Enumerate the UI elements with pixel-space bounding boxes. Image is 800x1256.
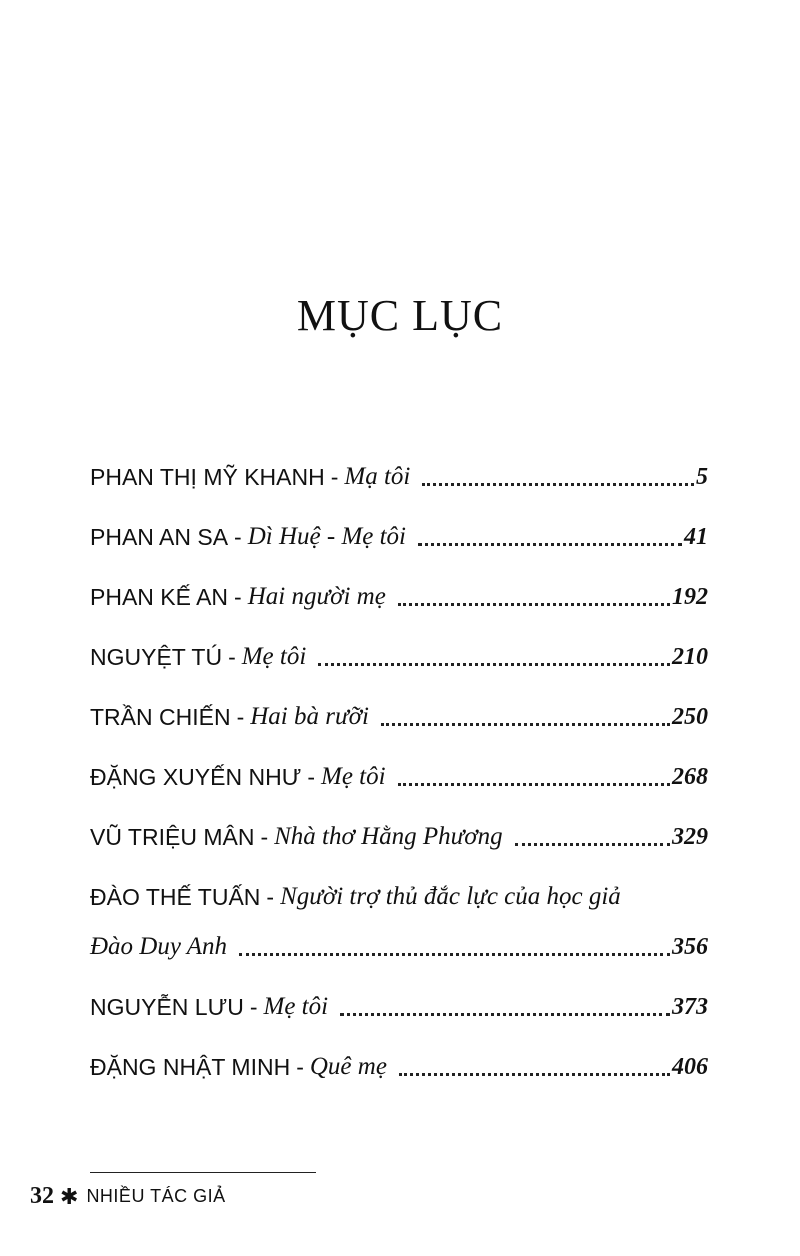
entry-page-number: 250 xyxy=(672,704,708,730)
entry-author: TRẦN CHIẾN xyxy=(90,704,231,730)
entry-page-number: 192 xyxy=(672,584,708,610)
entry-author: PHAN THỊ MỸ KHANH xyxy=(90,464,325,490)
entry-page-number: 373 xyxy=(672,994,708,1020)
dot-leader xyxy=(239,952,670,956)
footer-book-author: NHIỀU TÁC GIẢ xyxy=(86,1186,226,1206)
entry-title: Mẹ tôi xyxy=(241,643,307,670)
entry-title: Dì Huệ - Mẹ tôi xyxy=(247,523,407,550)
entry-title: Mẹ tôi xyxy=(263,993,329,1020)
entry-author: ĐÀO THẾ TUẤN xyxy=(90,884,261,910)
entry-page-number: 356 xyxy=(672,934,708,960)
toc-entry xyxy=(90,452,708,492)
entry-separator: - xyxy=(249,994,258,1020)
toc-entry xyxy=(90,1042,708,1082)
entry-separator: - xyxy=(307,764,316,790)
table-of-contents xyxy=(90,452,708,1102)
entry-title: Mạ tôi xyxy=(344,463,411,490)
entry-separator: - xyxy=(228,644,236,670)
toc-entry xyxy=(90,692,708,732)
entry-separator: - xyxy=(330,464,339,490)
dot-leader xyxy=(398,782,670,786)
dot-leader xyxy=(381,722,670,726)
entry-separator: - xyxy=(266,884,275,910)
entry-author: NGUYỄN LƯU xyxy=(90,994,244,1020)
entry-title: Người trợ thủ đắc lực của học giả xyxy=(280,883,621,910)
entry-separator: - xyxy=(296,1054,304,1080)
entry-author: VŨ TRIỆU MÂN xyxy=(90,824,255,850)
dot-leader xyxy=(515,842,670,846)
dot-leader xyxy=(318,662,670,666)
toc-entry xyxy=(90,632,708,672)
entry-title: Quê mẹ xyxy=(309,1053,387,1080)
entry-author: NGUYỆT TÚ xyxy=(90,644,223,670)
footer-page-number: 32 xyxy=(30,1183,54,1209)
toc-entry xyxy=(90,982,708,1022)
entry-separator: - xyxy=(234,584,242,610)
page-title: MỤC LỤC xyxy=(296,291,504,340)
entry-page-number: 5 xyxy=(696,464,708,490)
toc-entry xyxy=(90,752,708,792)
entry-page-number: 268 xyxy=(672,764,708,790)
toc-entry xyxy=(90,572,708,612)
toc-entry xyxy=(90,872,708,962)
entry-author: PHAN AN SA xyxy=(90,524,229,550)
entry-author: PHAN KẾ AN xyxy=(90,584,229,610)
dot-leader xyxy=(340,1012,670,1016)
entry-title: Nhà thơ Hằng Phương xyxy=(274,823,503,850)
entry-page-number: 41 xyxy=(684,524,708,550)
entry-title: Hai người mẹ xyxy=(247,583,386,610)
entry-page-number: 329 xyxy=(672,824,708,850)
entry-author: ĐẶNG XUYẾN NHƯ xyxy=(90,764,302,790)
dot-leader xyxy=(422,482,694,486)
page-footer xyxy=(30,1183,226,1210)
entry-page-number: 210 xyxy=(672,644,708,670)
entry-title-continued: Đào Duy Anh xyxy=(90,933,228,960)
toc-entry xyxy=(90,812,708,852)
entry-author: ĐẶNG NHẬT MINH xyxy=(90,1054,291,1080)
dot-leader xyxy=(418,542,682,546)
star-icon: ✱ xyxy=(60,1183,79,1209)
entry-page-number: 406 xyxy=(672,1054,708,1080)
dot-leader xyxy=(398,602,670,606)
entry-separator: - xyxy=(260,824,269,850)
toc-entry xyxy=(90,512,708,552)
entry-title: Mẹ tôi xyxy=(321,763,386,790)
footer-divider xyxy=(90,1172,316,1173)
entry-title: Hai bà rưỡi xyxy=(250,703,369,730)
dot-leader xyxy=(399,1072,670,1076)
entry-separator: - xyxy=(234,524,242,550)
entry-separator: - xyxy=(236,704,245,730)
